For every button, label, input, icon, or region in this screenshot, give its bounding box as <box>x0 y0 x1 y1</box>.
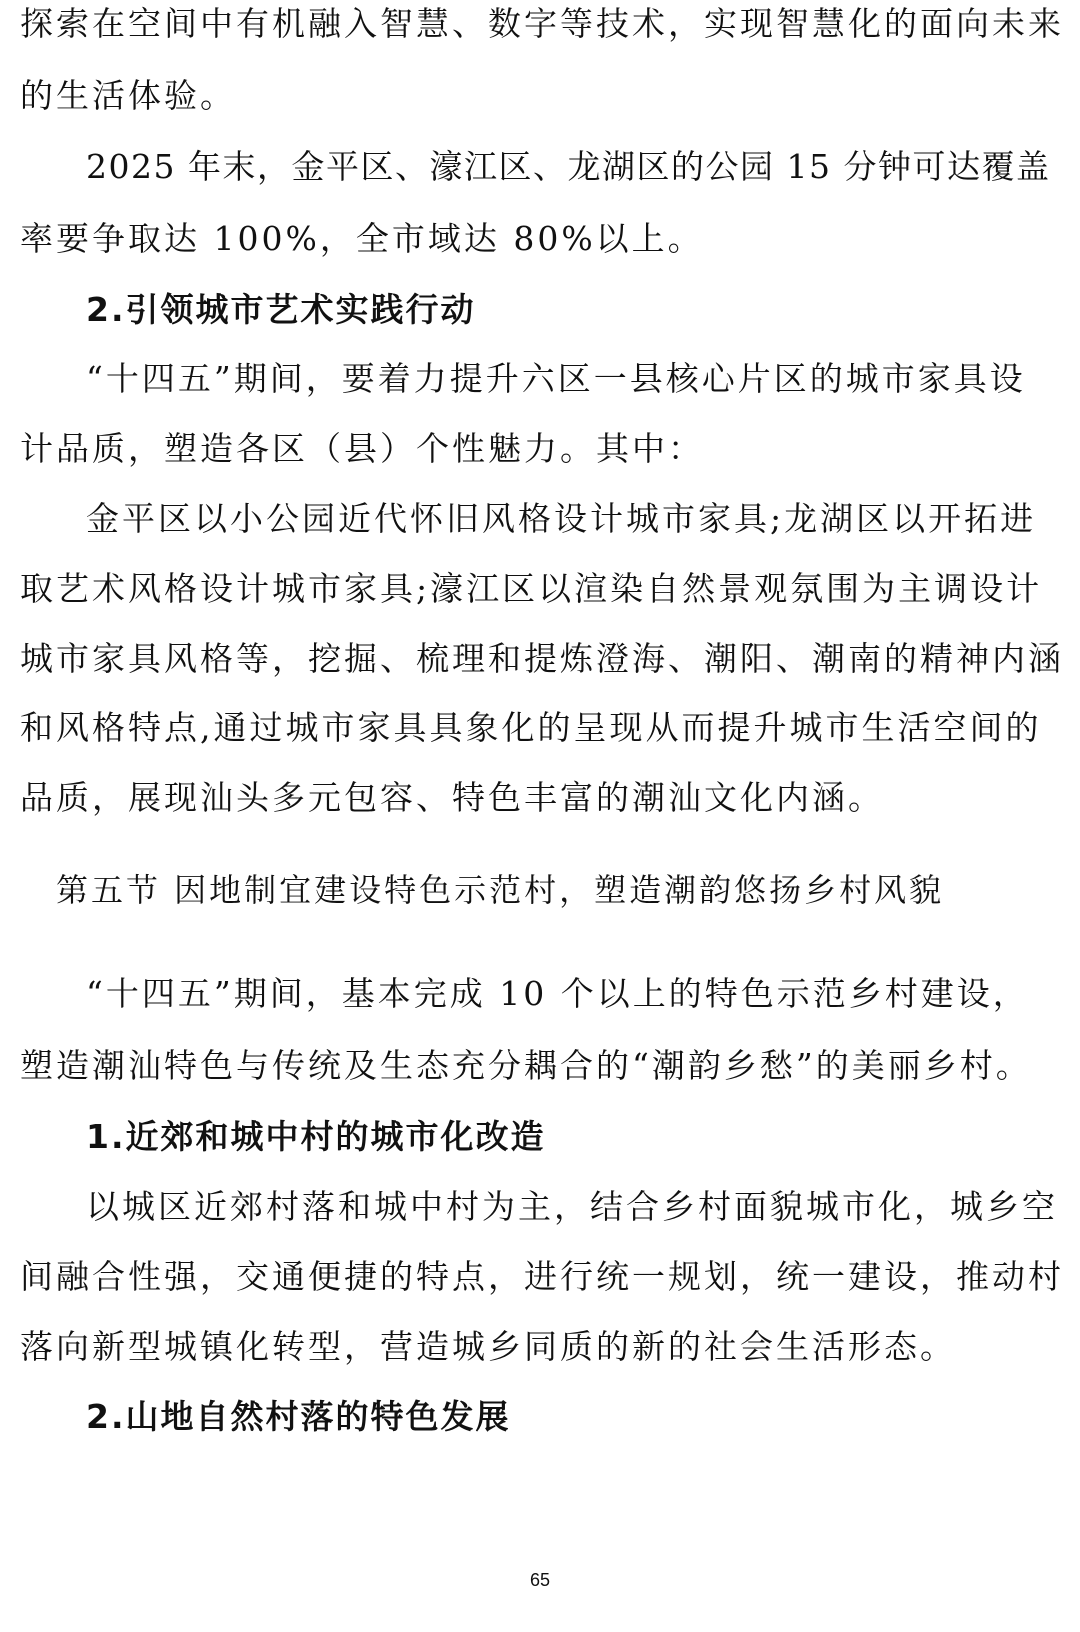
paragraph-line: “十四五”期间，要着力提升六区一县核心片区的城市家具设 <box>86 359 1026 398</box>
paragraph-line: 金平区以小公园近代怀旧风格设计城市家具;龙湖区以开拓进 <box>86 499 1037 538</box>
subheading-art-practice: 2.引领城市艺术实践行动 <box>86 290 476 329</box>
subheading-mountain-villages: 2.山地自然村落的特色发展 <box>86 1397 511 1436</box>
paragraph-line: 2025 年末，金平区、濠江区、龙湖区的公园 15 分钟可达覆盖 <box>86 147 1051 186</box>
subheading-urbanization: 1.近郊和城中村的城市化改造 <box>86 1117 546 1156</box>
paragraph-line: 间融合性强，交通便捷的特点，进行统一规划，统一建设，推动村 <box>20 1257 1064 1296</box>
paragraph-line: 城市家具风格等，挖掘、梳理和提炼澄海、潮阳、潮南的精神内涵 <box>20 639 1064 678</box>
paragraph-line: 以城区近郊村落和城中村为主，结合乡村面貌城市化，城乡空 <box>86 1187 1058 1226</box>
paragraph-line: 的生活体验。 <box>20 76 236 115</box>
paragraph-line: 取艺术风格设计城市家具;濠江区以渲染自然景观氛围为主调设计 <box>20 569 1043 608</box>
paragraph-line: 落向新型城镇化转型，营造城乡同质的新的社会生活形态。 <box>20 1327 956 1366</box>
paragraph-line: “十四五”期间，基本完成 10 个以上的特色示范乡村建设， <box>86 974 1029 1013</box>
page-number: 65 <box>529 1570 551 1590</box>
paragraph-line: 品质，展现汕头多元包容、特色丰富的潮汕文化内涵。 <box>20 778 884 817</box>
paragraph-line: 和风格特点,通过城市家具具象化的呈现从而提升城市生活空间的 <box>20 708 1042 747</box>
paragraph-line: 探索在空间中有机融入智慧、数字等技术，实现智慧化的面向未来 <box>20 4 1064 43</box>
paragraph-line: 塑造潮汕特色与传统及生态充分耦合的“潮韵乡愁”的美丽乡村。 <box>20 1046 1032 1085</box>
paragraph-line: 率要争取达 100%，全市域达 80%以上。 <box>20 219 704 258</box>
paragraph-line: 计品质，塑造各区（县）个性魅力。其中： <box>20 429 704 468</box>
section-title: 第五节 因地制宜建设特色示范村，塑造潮韵悠扬乡村风貌 <box>56 871 945 909</box>
